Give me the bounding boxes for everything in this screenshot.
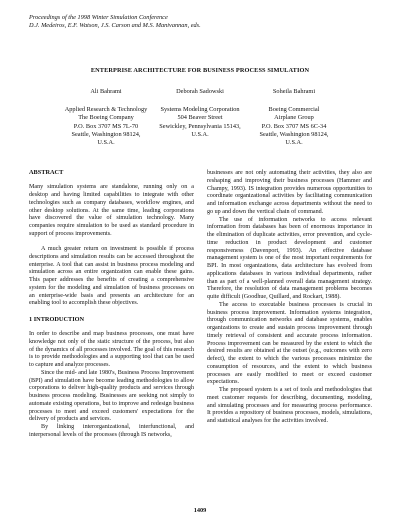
body-paragraph-2: The use of information networks to access relevant information from databases has been of enormous importance in the elimination of duplicate activities, error prevention, and cycle-time reduction in product development and customer responsiveness (Davenport, 1993). An effective database management system is one of the most important requirements for BPI. In most organizations, data architecture has evolved from applications databases in various individual departments, rather than as part of a well-planned overall data management strategy. Therefore, the resolution of data management problems becomes quite difficult (Goodhue, Quillard, and Rockart, 1988). [207,216,372,300]
page-number: 1409 [193,507,207,514]
author-name: Deborah Sadowski [176,88,224,95]
intro-paragraph-1: In order to describe and map business processes, one must have knowledge not only of the static structure of the process, but also of the dynamics of all processes involved. The goal of this research is to provide methodologies and a supporting tool that can be used to capture and analyze processes. [29,331,194,369]
abstract-paragraph-2: A much greater return on investment is possible if process descriptions and simulation results can be accessed throughout the enterprise. A tool that can assist in business process modeling and simulation across an entire organization can enable these gains. This paper addresses the benefits of creating a comprehensive system for the modeling and simulation of business processes on an enterprise-wide basis and presents an architecture for an enabling tool to accomplish these objectives. [29,246,194,307]
author-affiliation-line: Applied Research & Technology [64,106,148,114]
proceedings-line-1: Proceedings of the 1998 Winter Simulation Conference [29,14,168,21]
proceedings-line-2: D.J. Medeiros, E.F. Watson, J.S. Carson and M.S. Manivannan, eds. [29,22,201,29]
body-paragraph-3: The access to executable business processes is crucial in business process improvement. Information systems integration, through communication networks and database systems, enables organizations to create and sustain process improvement through timely retrieval of consistent and accurate process information. Process improvement can be measured by the extent to which the desired results are obtained at the outset (e.g., outcomes with zero defect), the extent to which the various processes minimize the consumption of resources, and the extent to which business processes are easily modified to meet or exceed customer expectations. [207,301,372,386]
author-affiliation-line: Systems Modeling Corporation [160,106,240,114]
author-name: Soheila Bahrami [272,88,316,95]
author-affiliation-line: U.S.A. [97,139,115,147]
author-affiliation-line: Seattle, Washington 98124, [71,130,141,138]
author-block-3 [234,88,354,147]
introduction-heading: 1 INTRODUCTION [29,315,85,323]
right-column [207,170,372,426]
left-column [29,169,194,440]
author-affiliation-line: The Boeing Company [78,114,134,122]
body-paragraph-4: The proposed system is a set of tools and methodologies that meet customer requests for describing, documenting, modeling, and simulating processes and for measuring process performance. It provides a repository of business processes, models, simulations, and statistical analyses for the activities involved. [207,387,372,424]
paper-title: ENTERPRISE ARCHITECTURE FOR BUSINESS PROCESS SIMULATION [90,67,310,74]
abstract-heading: ABSTRACT [29,169,64,176]
author-affiliation-line: P.O. Box 3707 MS 7L-70 [73,122,139,130]
author-affiliation-line: U.S.A. [285,139,303,147]
author-affiliation-line: Sewickley, Pennsylvania 15143, [159,122,241,130]
body-paragraph-1: businesses are not only automating their activities, they also are reshaping and improving their business processes (Hammer and Champy, 1993). IS integration provides numerous opportunities to coordinate organizational activities by facilitating communication and information exchange across departments without the need to go up and down the vertical chain of command. [207,170,372,215]
intro-paragraph-3: By linking interorganizational, interfunctional, and interpersonal levels of the processes (through IS networks, [29,424,194,438]
author-affiliation-line: Airplane Group [274,114,314,122]
author-affiliation-line: Boeing Commercial [268,106,320,114]
author-affiliation-line: Seattle, Washington 98124, [259,130,329,138]
intro-paragraph-2: Since the mid- and late 1980's, Business Process Improvement (BPI) and simulation have become leading methodologies to allow corporations to deliver high-quality products and services through business process modeling. Businesses are seeking not simply to automate existing operations, but to improve and redesign business processes to meet and exceed customers' expectations for the delivery of products and services. [29,369,194,423]
author-affiliation-line: U.S.A. [191,130,209,138]
abstract-paragraph-1: Many simulation systems are standalone, running only on a desktop and having limited capabilities to integrate with other technologies such as company databases, workflow engines, and other desktop solutions. At the same time, leading corporations have discovered the value of simulation technology. Many companies require simulation to be used as standard procedure in support of process improvements. [29,184,194,237]
proceedings-header [29,14,201,30]
author-name: Ali Bahrami [90,88,122,95]
author-affiliation-line: 504 Beaver Street [177,114,223,122]
author-affiliation-line: P.O. Box 3707 MS 6C-34 [261,122,327,130]
